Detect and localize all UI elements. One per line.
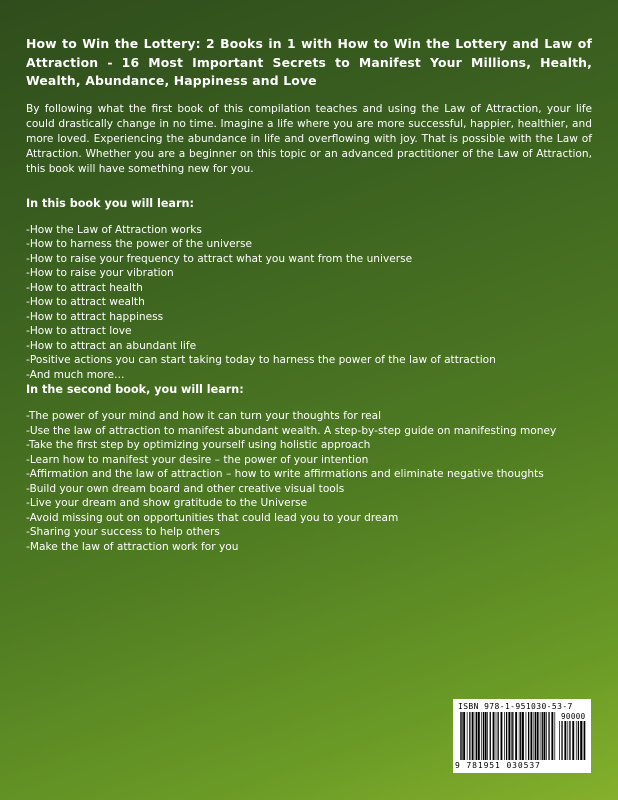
barcode-number: 9 781951 030537 xyxy=(455,761,541,770)
barcode-bar xyxy=(476,712,477,760)
barcode-bar xyxy=(564,721,566,760)
list-item: -How to attract wealth xyxy=(26,296,145,309)
barcode-bar xyxy=(572,721,574,760)
list-item: -Build your own dream board and other creative visual tools xyxy=(26,482,345,495)
barcode-bar xyxy=(537,712,539,760)
barcode-bar xyxy=(526,712,527,760)
barcode-bar xyxy=(580,721,582,760)
list-item: -How to raise your frequency to attract what you want from the universe xyxy=(26,252,413,265)
barcode-bar xyxy=(544,712,546,760)
barcode-bar xyxy=(535,712,536,760)
barcode-bar xyxy=(511,712,512,760)
book-one-list xyxy=(26,223,592,383)
barcode-bar xyxy=(508,712,510,760)
list-item: -The power of your mind and how it can turn your thoughts for real xyxy=(26,410,382,423)
barcode-bar xyxy=(546,712,547,760)
barcode-bar xyxy=(534,712,535,760)
intro-paragraph: By following what the first book of this compilation teaches and using the Law of Attraction, your life could drastically change in no time. Imagine a life where you are more successful, happier, healthier, and more loved. Experiencing the abundance in life and overflowing with joy. That is possible with the Law of Attraction. Whether you are a beginner on this topic or an advanced practitioner of the Law of Attraction, this book will have something new for you. xyxy=(26,102,592,176)
barcode-bar xyxy=(512,712,513,760)
barcode-bar xyxy=(498,712,499,760)
list-item: -Affirmation and the law of attraction – how to write affirmations and eliminate negative thoughts xyxy=(26,468,544,481)
barcode-bar xyxy=(548,712,549,760)
barcode-bar xyxy=(493,712,495,760)
barcode-bar xyxy=(463,712,465,760)
price-code: 90000 xyxy=(561,712,586,721)
barcode-bar xyxy=(584,721,585,760)
barcode-bar xyxy=(490,712,491,760)
list-item: -Sharing your success to help others xyxy=(26,526,220,539)
barcode-bar xyxy=(576,721,577,760)
list-item: -How the Law of Attraction works xyxy=(26,223,202,236)
barcode-bar xyxy=(519,712,520,760)
list-item: -How to attract health xyxy=(26,281,143,294)
barcode-bar xyxy=(542,712,543,760)
barcode-bar xyxy=(475,712,476,760)
barcode-bar xyxy=(472,712,474,760)
barcode-bar xyxy=(483,712,484,760)
barcode-bar xyxy=(481,712,482,760)
barcode-bar xyxy=(551,712,553,760)
barcode-bar xyxy=(569,721,570,760)
book-two-heading: In the second book, you will learn: xyxy=(26,383,244,397)
barcode-bar xyxy=(561,721,562,760)
barcode-bar xyxy=(496,712,497,760)
barcode-bar xyxy=(530,712,532,760)
book-two-list xyxy=(26,409,592,554)
back-cover-content xyxy=(26,35,592,554)
list-item: -Take the first step by optimizing yourself using holistic approach xyxy=(26,439,371,452)
barcode-bar xyxy=(461,712,462,760)
book-one-heading: In this book you will learn: xyxy=(26,196,194,210)
list-item: -How to attract an abundant life xyxy=(26,339,197,352)
list-item: -How to attract happiness xyxy=(26,310,164,323)
list-item: -Live your dream and show gratitude to the Universe xyxy=(26,497,308,510)
barcode-bar xyxy=(478,712,480,760)
barcode-bar xyxy=(515,712,517,760)
list-item: -Use the law of attraction to manifest abundant wealth. A step-by-step guide on manifesting money xyxy=(26,424,557,437)
isbn-label: ISBN 978-1-951030-53-7 xyxy=(458,702,573,711)
barcode-bar xyxy=(554,712,555,760)
list-item: -How to attract love xyxy=(26,325,132,338)
book-title: How to Win the Lottery: 2 Books in 1 with How to Win the Lottery and Law of Attraction - 16 Most Important Secrets to Manifest Your Millions, Health, Wealth, Abundance, Happiness and Love xyxy=(26,36,592,88)
list-item: -How to harness the power of the universe xyxy=(26,238,253,251)
barcode-bar xyxy=(460,712,461,760)
list-item: -And much more… xyxy=(26,368,125,381)
list-item: -Learn how to manifest your desire – the power of your intention xyxy=(26,453,369,466)
barcode-addon-bars xyxy=(559,721,587,760)
barcode-bar xyxy=(501,712,503,760)
isbn-barcode xyxy=(453,699,591,773)
list-item: -How to raise your vibration xyxy=(26,267,174,280)
barcode-bar xyxy=(487,712,488,760)
barcode-bar xyxy=(578,721,579,760)
barcode-bar xyxy=(528,712,529,760)
barcode-bar xyxy=(567,721,568,760)
barcode-bar xyxy=(504,712,505,760)
barcode-bar xyxy=(522,712,524,760)
barcode-bar xyxy=(559,721,560,760)
barcode-bar xyxy=(540,712,541,760)
list-item: -Positive actions you can start taking today to harness the power of the law of attraction xyxy=(26,354,496,367)
list-item: -Avoid missing out on opportunities that could lead you to your dream xyxy=(26,511,399,524)
barcode-bar xyxy=(469,712,470,760)
barcode-bar xyxy=(467,712,468,760)
barcode-bar xyxy=(485,712,487,760)
barcode-bar xyxy=(506,712,507,760)
barcode-bar xyxy=(583,721,584,760)
barcode-bars xyxy=(460,712,556,760)
list-item: -Make the law of attraction work for you xyxy=(26,540,239,553)
barcode-bar xyxy=(520,712,521,760)
